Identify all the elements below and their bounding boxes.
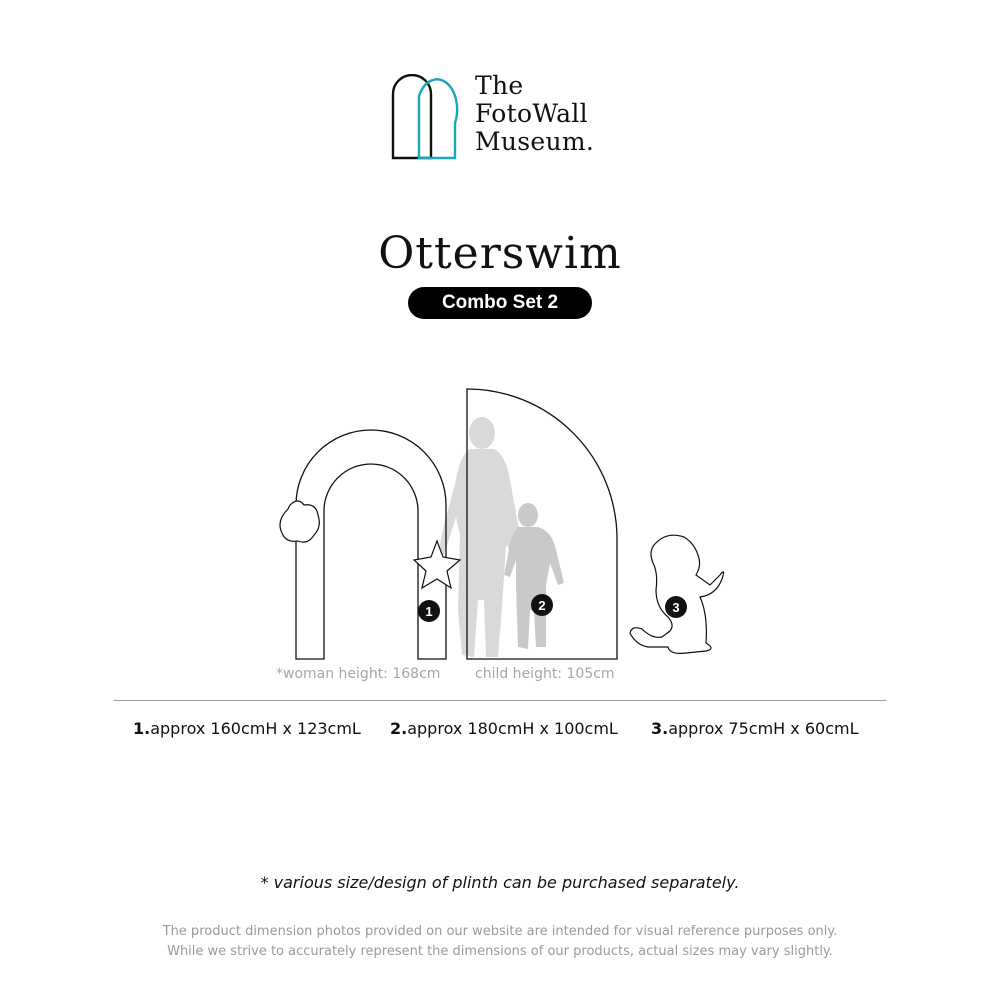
dimension-1 bbox=[133, 719, 361, 738]
piece-3-otter bbox=[630, 535, 724, 653]
piece-1-arch bbox=[296, 430, 446, 659]
brand-name bbox=[475, 72, 594, 156]
brand-line-2: FotoWall bbox=[475, 99, 588, 128]
logo-arch-icon bbox=[390, 74, 460, 164]
product-illustration bbox=[270, 385, 740, 675]
star-decoration bbox=[414, 541, 460, 588]
dimension-2-number: 2. bbox=[390, 719, 408, 738]
combo-badge: Combo Set 2 bbox=[408, 287, 592, 319]
marker-2 bbox=[531, 594, 553, 616]
dimension-2-text: approx 180cmH x 100cmL bbox=[407, 719, 618, 738]
dimension-1-number: 1. bbox=[133, 719, 151, 738]
dimension-3-text: approx 75cmH x 60cmL bbox=[668, 719, 859, 738]
brand-line-1: The bbox=[475, 71, 524, 100]
disclaimer-line-1: The product dimension photos provided on our website are intended for visual reference purposes only. bbox=[162, 924, 838, 939]
plinth-note: * various size/design of plinth can be purchased separately. bbox=[260, 873, 740, 892]
dimension-2 bbox=[390, 719, 618, 738]
marker-3-label: 3 bbox=[672, 600, 680, 615]
flower-decoration bbox=[280, 501, 319, 542]
divider bbox=[114, 700, 886, 701]
marker-1 bbox=[418, 600, 440, 622]
marker-1-label: 1 bbox=[425, 604, 433, 619]
dimension-3 bbox=[651, 719, 858, 738]
marker-2-label: 2 bbox=[538, 598, 546, 613]
child-height-note: child height: 105cm bbox=[475, 666, 615, 682]
disclaimer-line-2: While we strive to accurately represent the dimensions of our products, actual sizes may vary slightly. bbox=[167, 944, 833, 959]
brand-line-3: Museum. bbox=[475, 127, 595, 156]
woman-silhouette bbox=[438, 417, 520, 657]
product-title: Otterswim bbox=[378, 228, 622, 279]
dimension-3-number: 3. bbox=[651, 719, 669, 738]
woman-height-note: *woman height: 168cm bbox=[276, 666, 441, 682]
marker-3 bbox=[665, 596, 687, 618]
dimension-1-text: approx 160cmH x 123cmL bbox=[150, 719, 361, 738]
